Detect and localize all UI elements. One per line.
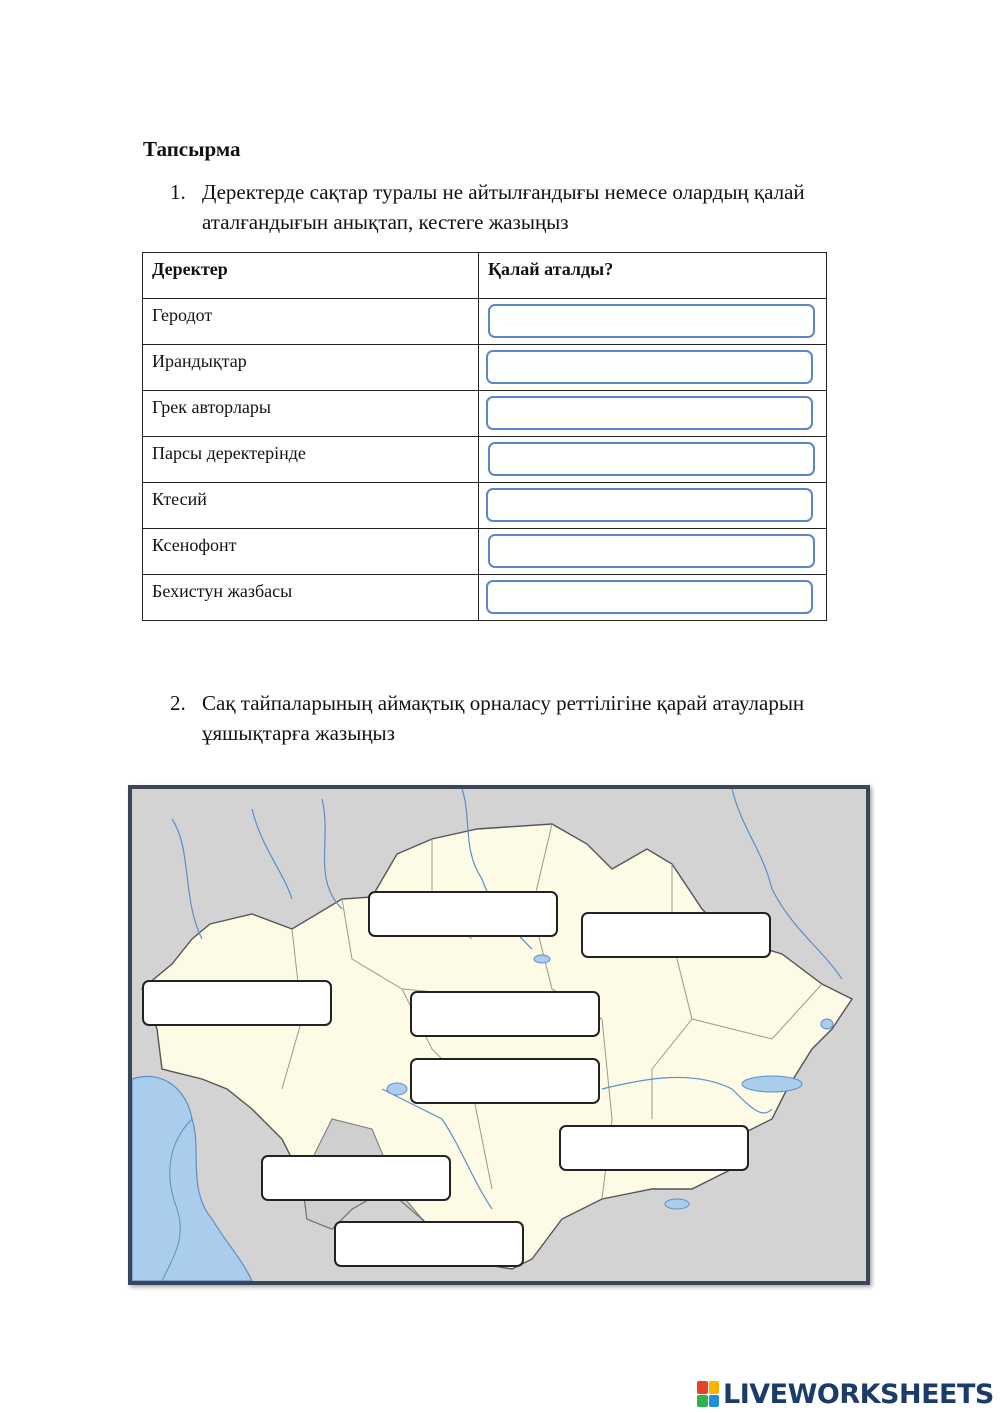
answer-input-behistun[interactable] xyxy=(486,580,813,614)
source-cell: Ктесий xyxy=(143,483,479,529)
task-1-text: Деректерде сақтар туралы не айтылғандығы немесе олардың қалай аталғандығын анықтап, кестеге жазыңыз xyxy=(202,180,805,234)
map-answer-box-southwest[interactable] xyxy=(261,1155,451,1201)
source-cell: Геродот xyxy=(143,299,479,345)
table-row xyxy=(143,437,827,483)
answer-input-persian-sources[interactable] xyxy=(488,442,815,476)
liveworksheets-logo-icon xyxy=(697,1381,719,1407)
answer-input-ctesias[interactable] xyxy=(486,488,813,522)
map-answer-box-center-south[interactable] xyxy=(410,1058,600,1104)
task-2-text: Сақ тайпаларының аймақтық орналасу реттілігіне қарай атауларын ұяшықтарға жазыңыз xyxy=(202,691,805,745)
liveworksheets-brand xyxy=(697,1377,994,1411)
sources-table xyxy=(142,252,827,621)
task-2-number: 2. xyxy=(170,691,186,715)
logo-square xyxy=(709,1381,720,1394)
brand-name: LIVEWORKSHEETS xyxy=(723,1378,994,1410)
map-answer-box-northeast[interactable] xyxy=(581,912,771,958)
header-called: Қалай аталды? xyxy=(479,253,827,299)
table-row xyxy=(143,391,827,437)
page-heading: Тапсырма xyxy=(143,137,241,161)
task-2 xyxy=(170,688,890,748)
table-row xyxy=(143,345,827,391)
task-1 xyxy=(170,177,890,237)
source-cell: Ксенофонт xyxy=(143,529,479,575)
answer-input-herodotus[interactable] xyxy=(488,304,815,338)
table-row xyxy=(143,575,827,621)
task-1-number: 1. xyxy=(170,180,186,204)
answer-input-iranians[interactable] xyxy=(486,350,813,384)
source-cell: Бехистун жазбасы xyxy=(143,575,479,621)
table-row xyxy=(143,299,827,345)
logo-square xyxy=(709,1395,720,1408)
source-cell: Ирандықтар xyxy=(143,345,479,391)
source-cell: Парсы деректерінде xyxy=(143,437,479,483)
map-frame xyxy=(128,785,870,1285)
logo-square xyxy=(697,1381,708,1394)
table-header-row xyxy=(143,253,827,299)
map-answer-box-west[interactable] xyxy=(142,980,332,1026)
logo-square xyxy=(697,1395,708,1408)
table-row xyxy=(143,483,827,529)
map-answer-box-north[interactable] xyxy=(368,891,558,937)
header-sources: Деректер xyxy=(143,253,479,299)
map-answer-box-southeast[interactable] xyxy=(559,1125,749,1171)
map-answer-box-south[interactable] xyxy=(334,1221,524,1267)
map-answer-box-center[interactable] xyxy=(410,991,600,1037)
answer-input-xenophon[interactable] xyxy=(488,534,815,568)
source-cell: Грек авторлары xyxy=(143,391,479,437)
answer-input-greek-authors[interactable] xyxy=(486,396,813,430)
table-row xyxy=(143,529,827,575)
